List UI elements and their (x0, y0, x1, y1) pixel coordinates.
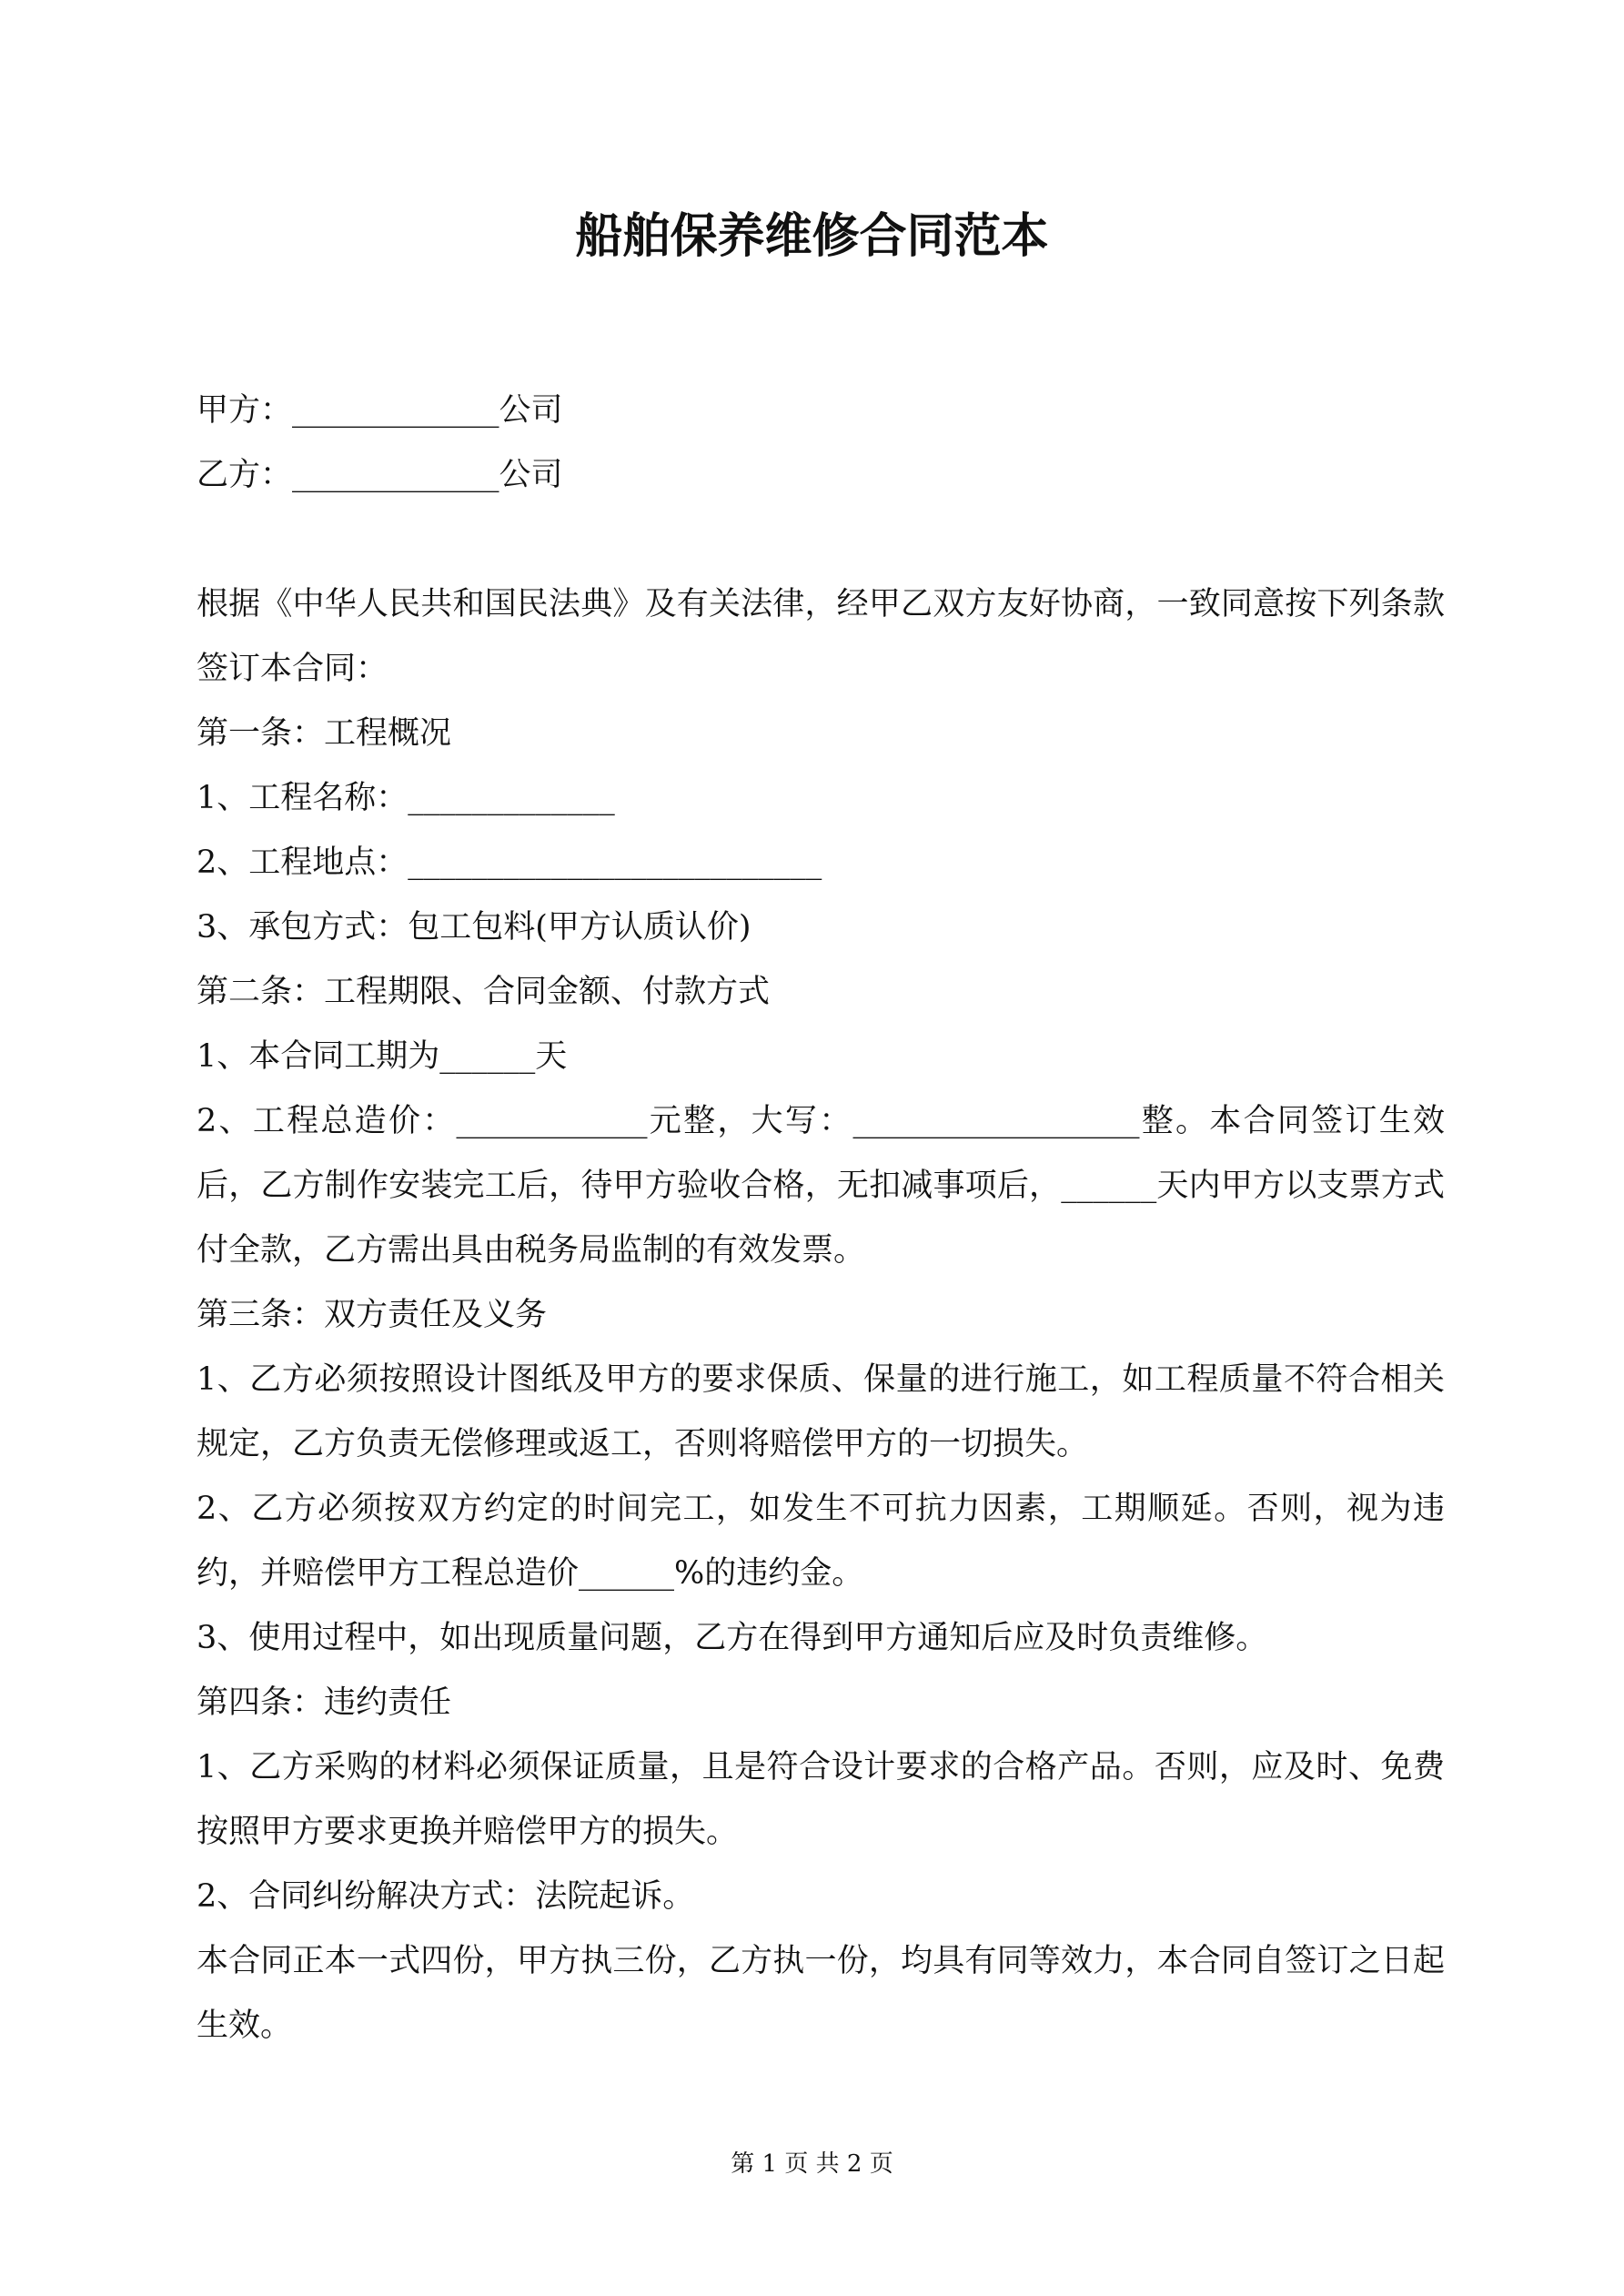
article-3-heading: 第三条：双方责任及义务 (197, 1297, 548, 1333)
article-4-item-1: 1、乙方采购的材料必须保证质量，且是符合设计要求的合格产品。否则，应及时、免费按照甲方要求更换并赔偿甲方的损失。 (197, 1749, 1445, 1850)
article-1-item-3: 3、承包方式：包工包料(甲方认质认价) (197, 909, 751, 946)
article-3-item-1: 1、乙方必须按照设计图纸及甲方的要求保质、保量的进行施工，如工程质量不符合相关规定，乙方负责无偿修理或返工，否则将赔偿甲方的一切损失。 (197, 1361, 1445, 1462)
article-3-item-2: 2、乙方必须按双方约定的时间完工，如发生不可抗力因素，工期顺延。否则，视为违约，并赔偿甲方工程总造价______%的违约金。 (197, 1491, 1445, 1592)
article-4-item-2: 2、合同纠纷解决方式：法院起诉。 (197, 1878, 695, 1915)
article-2-item-1: 1、本合同工期为______天 (197, 1038, 568, 1075)
article-2-item-2: 2、工程总造价：____________元整，大写：__________________整。本合同签订生效后，乙方制作安装完工后，待甲方验收合格，无扣减事项后，______天内甲方以支票方式付全款，乙方需出具由税务局监制的有效发票。 (197, 1103, 1445, 1269)
article-4-heading: 第四条：违约责任 (197, 1684, 452, 1721)
article-1-item-2: 2、工程地点：__________________________ (197, 845, 822, 881)
closing-clause: 本合同正本一式四份，甲方执三份，乙方执一份，均具有同等效力，本合同自签订之日起生效。 (197, 1943, 1445, 2044)
spacer (197, 508, 1445, 572)
party-a-line: 甲方：_____________公司 (197, 392, 563, 429)
document-body (197, 379, 1445, 2058)
document-title: 船舶保养维修合同范本 (575, 208, 1049, 264)
party-b-line: 乙方：_____________公司 (197, 457, 563, 493)
article-3-item-3: 3、使用过程中，如出现质量问题，乙方在得到甲方通知后应及时负责维修。 (197, 1620, 1268, 1656)
article-1-item-1: 1、工程名称：_____________ (197, 780, 615, 816)
article-2-heading: 第二条：工程期限、合同金额、付款方式 (197, 974, 771, 1010)
article-1-heading: 第一条：工程概况 (197, 715, 452, 752)
preamble: 根据《中华人民共和国民法典》及有关法律，经甲乙双方友好协商，一致同意按下列条款签订本合同： (197, 586, 1445, 687)
page-number: 第 1 页 共 2 页 (731, 2150, 893, 2178)
